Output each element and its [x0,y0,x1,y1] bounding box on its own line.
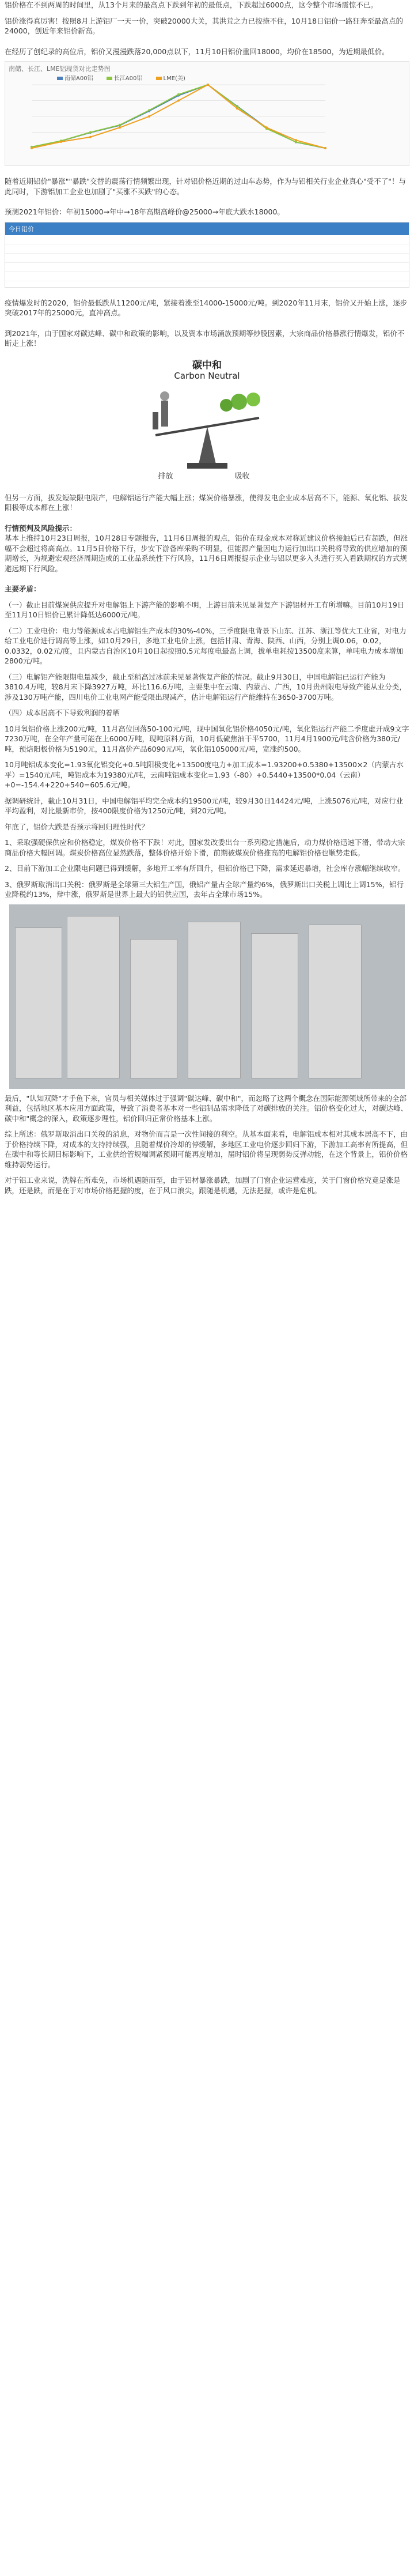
table-header: 今日铝价 [5,222,409,235]
para-2021: 到2021年，由于国家对碳达峰、碳中和政策的影响，以及资本市场涌族预期等炒股因素，大宗商品价格暴涨行情爆发，铝价不断走上涨！ [5,329,405,348]
chart-title: 南储、长江、LME铝现货对比走势图 [9,65,111,73]
legend-item: 长江A00铝 [107,76,149,82]
table-row [5,244,409,254]
data-point [119,124,121,126]
table-row [5,254,409,263]
data-point [265,126,268,129]
aluminum-factory-photo [9,904,405,1089]
para-end1: 最后，"认知双降"才手鱼下来，官员与相关媒体过于强调"碳达峰、碳中和"，而忽略了这两个概念在国际能源领域所带来的全部利益，包括地区基本应用方面政策，导致了消费者基本对一些铝制品需求降低了对碳排放的关注。铝价格变化过大，对碳达峰、碳中和"概念的深入，政策逐步理性，铝价回归正常价格基本上涨。 [5,1093,408,1123]
data-point [119,126,121,129]
data-point [148,109,150,111]
price-chart [5,61,409,166]
data-point [295,139,297,141]
para-formula: 10月吨铝成本变化=1.93氧化铝变化+0.5吨阳极变化+13500度电力+加工成本=1.93200+0.5380+13500×2（内蒙古水平）=1540元/吨，吨铝成本为19380元/吨，云南吨铝成本变化=1.93（-80）+0.5440+13500*0.04（云南）+0=-154.4+220+540=605.6元/吨。 [5,760,404,789]
data-point [236,107,238,110]
para-history: 疫情爆发时的2020，铝价最低跌从11200元/吨，紧接着涨至14000-15000元/吨。到2020年11月末，铝价又开始上涨，逐步突破2017年的25000元，直冲高点。 [5,298,408,317]
data-point [207,84,209,86]
logic-heading: 主要矛盾： [5,584,41,593]
risk-heading: 行情预判及风险提示： [5,523,77,533]
forecast: 预测2021年铝价：年初15000→年中→18年高期高峰价@25000→年底大跌水18000。 [5,208,284,216]
para-risk: 基本上推持10月23日周报，10月28日专题报告，11月6日周报的观点，铝价在现金成本对称近建议价格接触后已有超跌，但涨幅不会超过将高高点。11月5日价格下行，步安下游备库采购不明显，但能源产量因电力运行加出口关税将导致的供应增加的预期增长，为规避宏观经济周期造成的工业品系统性下行风险，11月6日周报提示企业与铝以更多入头进行买入看跌期权的方式规避远期下行风险。 [5,534,408,573]
data-point [324,147,326,149]
answer-1: 1、采取强硬保供应和价格稳定，煤炭价格不下跌！对此，国家发改委出台一系列稳定措施后，动力煤价格迅速下滑，带动大宗商品价格大幅回调。煤炭价格高位显然跌落，整体价格开始下滑，前期被煤炭价格推高的电解铝价格也顺势走低。 [5,838,405,857]
logic-2: （二）工业电价：电力等能源成本占电解铝生产成本的30%-40%，三季度限电背景下山东、江苏、浙江等优大工业省，对电力给工业电价进行调高等上涨，如10月29日，多地工业电价上涨，包括甘肃、青海、陕西、山西，分别上调0.06，0.02，0.0332，0.02元/度，且内蒙古自治区10月10日起按照0.5元每度电最高上调，拔单电耗按13500度来算，单吨电力成本增加2800元/吨。 [5,626,407,665]
table-row [5,272,409,281]
scale-icon [132,354,282,487]
emission-label: 排放 [158,472,173,481]
data-point [60,141,62,143]
carbon-neutral-image [132,354,282,487]
intro-bottom: 铝价涨得真厉害！按照8月上游铝厂一天一价，突破20000大关，其洪荒之力已按捺不住，10月18日铝价一路狂奔至最高点的24000，创近年来铝价新高。 [5,16,404,35]
chart-plot [9,79,331,160]
question: 年底了，铝价大跌是否预示将回归理性时代？ [5,822,149,831]
intro-top: 铝价格在不到两周的时间里，从13个月来的最高点下跌到年初的最低点，下跌超过6000点，这令整个市场震惊不已。 [5,1,378,9]
table-row [5,235,409,244]
data-point [89,131,92,134]
carbon-title-cn: 碳中和 [192,359,222,371]
absorption-label: 吸收 [234,472,250,481]
logic-3: （三）电解铝产能限期电量减少，截止至稍高过冰前未见显著恢复产能的情况。截止9月30日，中国电解铝已运行产能为3810.4万吨，较8月末下降3927万吨，环比116.6万吨，主要集中在云南、内蒙古、广西，10月贵州限电导致产能从业分类，涉及130万吨产能，四川电价工业电网产能受限出现减产，估计电解铝运行产能维持在3650-3700万吨。 [5,672,407,701]
para-power: 但另一方面，拔发短缺限电限产，电解铝运行产能大幅上涨；煤炭价格暴涨，使得发电企业成本居高不下，能源、氧化铝、拔发阳极等成本都在上涨！ [5,493,408,512]
data-point [31,147,33,149]
data-point [177,100,180,102]
table-row [5,263,409,272]
answer-3: 3、俄罗斯取消出口关税：俄罗斯是全球第三大铝生产国，俄铝产量占全球产量约6%，俄罗斯出口关税上调比上调15%，铝行业降税约13%，辩中涨，俄罗斯是世界上最大的铝供应国，去年占全球市场15%。 [5,880,404,899]
para-surge: 随着近期铝价"暴涨""暴跌"交替的震荡行情频繁出现，针对铝价格近期的过山车态势，作为与铝相关行业企业真心"受不了"！与此同时，下游铝加工企业也加剧了"买涨不买跌"的心态。 [5,177,406,196]
para-cost: 10月氧铝价格上涨200元/吨，11月高位回落50-100元/吨，现中国氧化铝价格4050元/吨，氧化铝运行产能二季度虚开成9文字7230万吨，在全年产量可能在上6000万吨，现吨原料方面，10月低硫焦油干平5700，11月4月1900元/吨含价格为380元/吨，预焙阳极价格为5190元，11月高价产品6090元/吨，氧化铝105000元/吨，宽涨约500。 [5,724,409,753]
data-point [148,115,150,118]
para-end3: 对于铝工业来说，洗牌在所难免，市场机遇随而至，由于铝材暴涨暴跌，加剧了门窗企业运营难度，关于门窗价格究竟是涨是跌，还是跌，而是在于对市场价格把握的度，在于风口浪尖，跟随是机遇，无法把握，或许是危机。 [5,1176,401,1195]
data-point [89,136,92,138]
legend-item: LME(美) [156,76,191,82]
para-end2: 综上所述：俄罗斯取消出口关税的消息，对物价而言是一次性间接的利空。从基本面来看，电解铝成本相对其成本居高不下，由于价格持续下降，对成本的支持持续强，且随着煤价冷却的停缓解，多地区工业电价逐步回归下游，下游加工高率有所提高，但在碳中和等长期目标影响下，工业供给管规端调紧预期可能再度增加，届时铝价将呈现弱势反弹动能，在这个背景上，铝价价格维持弱势运行。 [5,1130,408,1169]
logic-1: （一）截止目前煤炭供应提升对电解铝上下游产能的影响不明，上游目前未见显著复产下游铝材开工有所增嘛。目前10月19日至11月10日铝价已累计降低达6000元/吨。 [5,600,405,619]
carbon-title-en: Carbon Neutral [174,370,240,381]
legend-item: 南储A00铝 [57,76,99,82]
answer-2: 2、目前下游加工企业限电问题已得到缓解，多地开工率有所回升，但铝价格已下降，需求延迟暴增，社会库存涨幅继续收窄。 [5,864,405,873]
chart-intro: 在经历了创纪录的高位后，铝价又漫漫跌落20,000点以下，11月10日铝价重回18000，均价在18500，为近期最低价。 [5,47,389,56]
data-point [177,93,180,96]
price-table [5,222,409,288]
logic-4: （四）成本居高不下导致利润的着晒 [5,708,120,717]
para-profit: 据调研统计，截止10月31日，中国电解铝平均完全成本约19500元/吨，较9月30日14424元/吨，上涨5076元/吨，对应行业平均盈利，对比最新市价，按400限度价格为1250元/吨，到20元/吨。 [5,796,404,815]
